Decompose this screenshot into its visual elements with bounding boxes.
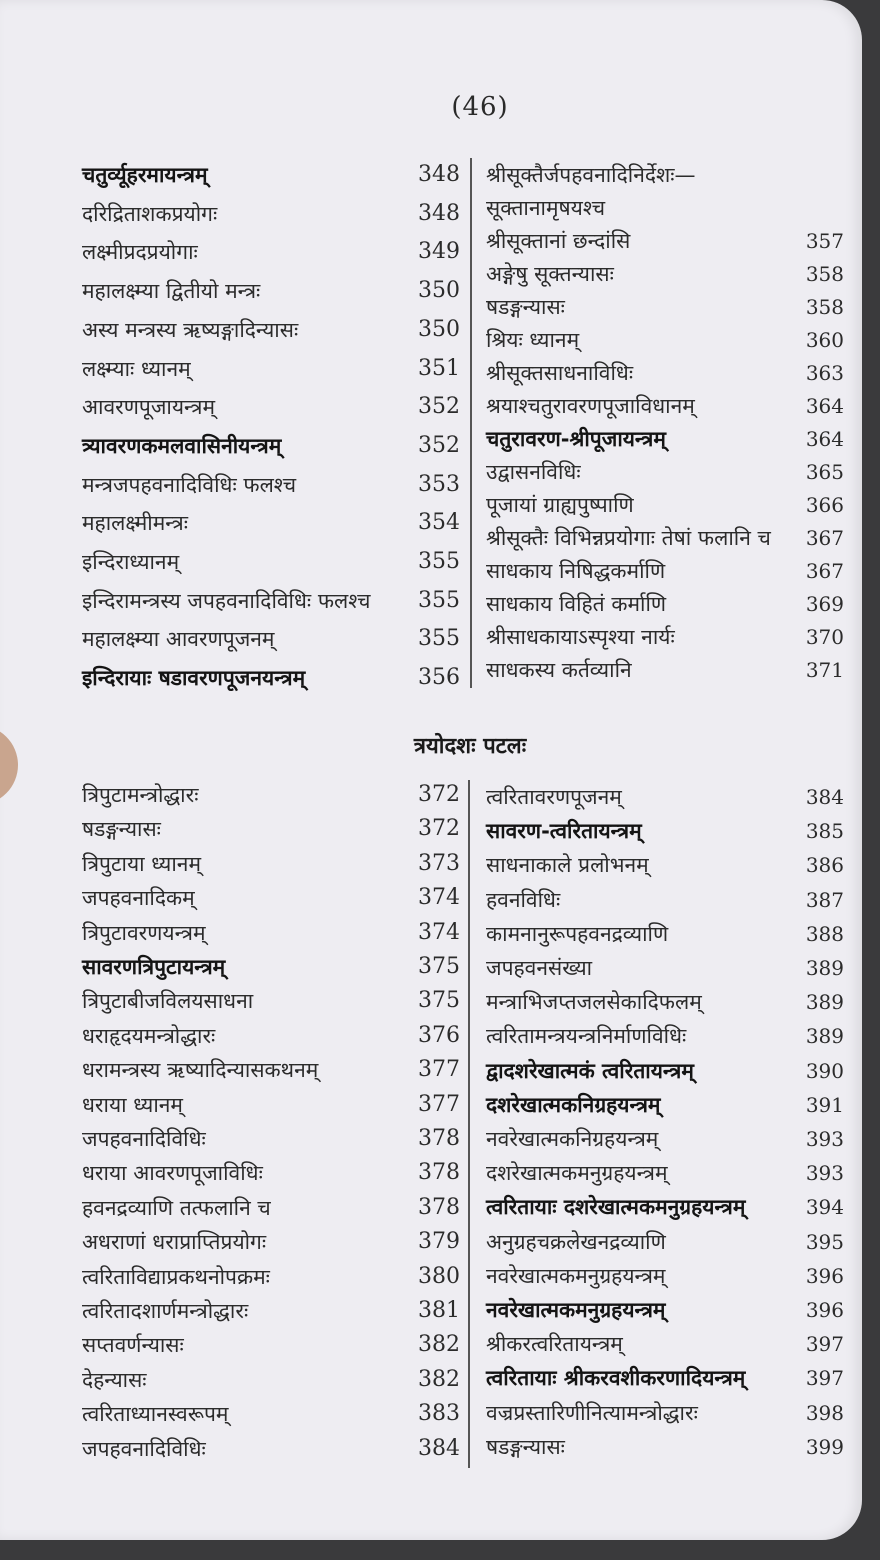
toc-entry: [82, 984, 460, 1018]
toc-entry-page: 348: [418, 162, 460, 187]
toc-entry-page: 371: [805, 658, 844, 682]
toc-entry-title: इन्दिरायाः षडावरणपूजनयन्त्रम्: [82, 666, 306, 691]
toc-entry-page: 396: [805, 1263, 844, 1288]
toc-entry-title: अङ्गेषु सूक्तन्यासः: [486, 262, 614, 286]
toc-entry-title: जपहवनसंख्या: [486, 956, 593, 980]
toc-entry-title: श्रीसूक्तसाधनाविधिः: [486, 361, 634, 385]
toc-entry: [486, 455, 844, 489]
page-number: (46): [451, 92, 509, 122]
toc-entry-page: 397: [805, 1366, 844, 1391]
toc-entry-page: 352: [418, 394, 460, 420]
toc-entry-page: 365: [805, 460, 844, 484]
toc-entry-page: 389: [805, 956, 844, 980]
section1-column-divider: [470, 158, 472, 688]
toc-entry-title: अस्य मन्त्रस्य ऋष्यङ्गादिन्यासः: [82, 317, 299, 342]
toc-entry-title: श्रीसूक्तानां छन्दांसि: [486, 229, 631, 253]
toc-entry: [82, 950, 460, 984]
toc-entry: [82, 916, 460, 950]
toc-entry: [82, 313, 460, 347]
toc-entry-page: 351: [418, 355, 460, 381]
toc-entry: [82, 1156, 460, 1190]
toc-entry-title: त्वरितावरणपूजनम्: [486, 785, 622, 809]
toc-entry-title: श्रीसूक्तैर्जपहवनादिनिर्देशः—: [486, 163, 696, 187]
toc-entry-page: 387: [805, 887, 844, 912]
toc-entry-page: 389: [805, 990, 844, 1015]
toc-entry: [82, 429, 460, 463]
toc-entry-page: 360: [805, 328, 844, 352]
toc-entry-title: श्रीकरत्वरितायन्त्रम्: [486, 1332, 623, 1357]
toc-entry-title: धराया आवरणपूजाविधिः: [82, 1161, 263, 1186]
toc-entry-title: साधकाय विहितं कर्माणि: [486, 592, 667, 616]
toc-entry: [486, 985, 844, 1019]
section2-column-divider: [468, 780, 470, 1468]
toc-entry-title: श्रयाश्चतुरावरणपूजाविधानम्: [486, 394, 695, 418]
toc-entry-title: त्वरितायाः श्रीकरवशीकरणादियन्त्रम्: [486, 1366, 746, 1391]
toc-entry-title: नवरेखात्मकमनुग्रहयन्त्रम्: [486, 1298, 666, 1322]
toc-entry-title: त्रिपुटावरणयन्त्रम्: [82, 920, 206, 945]
toc-entry-title: पूजायां ग्राह्यपुष्पाणि: [486, 493, 634, 517]
toc-entry-title: कामनानुरूपहवनद्रव्याणि: [486, 921, 669, 946]
toc-entry-title: त्वरितामन्त्रयन्त्रनिर्माणविधिः: [486, 1024, 687, 1049]
toc-entry: [486, 554, 844, 588]
toc-entry-title: मन्त्रजपहवनादिविधिः फलश्च: [82, 472, 297, 497]
toc-entry-title: षडङ्गन्यासः: [486, 295, 565, 319]
toc-entry-title: साधनाकाले प्रलोभनम्: [486, 853, 649, 878]
toc-entry-page: 381: [418, 1298, 460, 1323]
toc-entry-page: 367: [805, 559, 844, 583]
toc-entry-title: महालक्ष्म्या द्वितीयो मन्त्रः: [82, 279, 261, 304]
toc-entry-title: त्वरिताविद्याप्रकथनोपक्रमः: [82, 1264, 270, 1289]
toc-entry-title: उद्वासनविधिः: [486, 460, 581, 484]
toc-entry: [486, 356, 844, 390]
toc-entry-page: 374: [418, 919, 460, 945]
toc-entry: [82, 1397, 460, 1431]
toc-entry: [486, 1361, 844, 1395]
toc-entry-page: 353: [418, 471, 460, 497]
toc-entry-title: द्वादशरेखात्मकं त्वरितायन्त्रम्: [486, 1058, 694, 1083]
toc-entry-page: 376: [418, 1022, 460, 1048]
toc-entry: [486, 1430, 844, 1464]
toc-entry: [82, 1191, 460, 1225]
toc-entry-page: 373: [418, 850, 460, 876]
toc-entry-page: 375: [418, 988, 460, 1014]
toc-entry: [82, 1328, 460, 1362]
toc-entry: [486, 1327, 844, 1361]
toc-entry-title: दशरेखात्मकनिग्रहयन्त्रम्: [486, 1092, 661, 1117]
toc-entry-page: 354: [418, 510, 460, 536]
toc-entry: [486, 158, 844, 192]
toc-entry-title: चतुरावरण-श्रीपूजायन्त्रम्: [486, 427, 666, 451]
toc-entry-page: 379: [418, 1229, 460, 1255]
toc-entry: [486, 224, 844, 258]
toc-entry-page: 355: [418, 549, 460, 574]
toc-entry: [486, 620, 844, 654]
toc-entry-page: 383: [418, 1401, 460, 1427]
toc-entry-page: 382: [418, 1332, 460, 1358]
toc-entry-page: 378: [418, 1194, 460, 1220]
toc-entry-title: अनुग्रहचक्रलेखनद्रव्याणि: [486, 1229, 666, 1254]
toc-entry-title: श्रीसाधकायाऽस्पृश्या नार्यः: [486, 625, 675, 649]
toc-entry: [486, 1019, 844, 1053]
toc-entry-title: महालक्ष्म्या आवरणपूजनम्: [82, 627, 275, 652]
toc-entry-page: 358: [805, 262, 844, 286]
toc-entry-page: 380: [418, 1263, 460, 1289]
toc-entry-title: साधकाय निषिद्धकर्माणि: [486, 559, 666, 583]
toc-entry-page: 390: [805, 1058, 844, 1083]
toc-entry: [486, 191, 844, 225]
toc-entry-title: त्रिपुटामन्त्रोद्धारः: [82, 783, 199, 807]
toc-entry: [486, 290, 844, 324]
toc-entry: [486, 422, 844, 456]
toc-entry-title: धराहृदयमन्त्रोद्धारः: [82, 1023, 216, 1048]
toc-entry-title: श्रीसूक्तैः विभिन्नप्रयोगाः तेषां फलानि च: [486, 526, 771, 550]
toc-entry-title: जपहवनादिविधिः: [82, 1436, 206, 1461]
toc-entry-title: हवनविधिः: [486, 887, 561, 912]
toc-entry: [82, 1260, 460, 1294]
toc-entry-title: वज्रप्रस्तारिणीनित्यामन्त्रोद्धारः: [486, 1400, 698, 1425]
toc-entry: [486, 488, 844, 522]
toc-entry-page: 382: [418, 1366, 460, 1392]
toc-entry: [486, 1396, 844, 1430]
toc-entry-page: 363: [805, 361, 844, 385]
toc-entry-title: धराया ध्यानम्: [82, 1092, 183, 1117]
toc-entry-title: त्रिपुटाबीजविलयसाधना: [82, 989, 254, 1014]
toc-entry: [82, 390, 460, 424]
toc-entry: [82, 661, 460, 695]
toc-entry-page: 349: [418, 239, 460, 265]
toc-entry-page: 350: [418, 278, 460, 304]
toc-entry: [82, 274, 460, 308]
toc-entry-title: चतुर्व्यूहरमायन्त्रम्: [82, 163, 208, 187]
toc-entry-title: हवनद्रव्याणि तत्फलानि च: [82, 1195, 271, 1220]
toc-entry-page: 375: [418, 954, 460, 979]
toc-entry: [486, 814, 844, 848]
toc-entry: [486, 1225, 844, 1259]
toc-entry: [82, 352, 460, 386]
toc-entry: [82, 847, 460, 881]
toc-entry: [82, 812, 460, 846]
toc-entry: [486, 323, 844, 357]
toc-entry: [82, 158, 460, 192]
toc-entry-page: 369: [805, 592, 844, 616]
toc-entry-page: 377: [418, 1057, 460, 1083]
toc-entry-title: त्रिपुटाया ध्यानम्: [82, 851, 202, 876]
toc-entry: [82, 881, 460, 915]
toc-entry-page: 377: [418, 1091, 460, 1117]
toc-entry-page: 398: [805, 1400, 844, 1425]
toc-entry-title: दरिद्रिताशकप्रयोगः: [82, 201, 218, 226]
toc-entry: [486, 848, 844, 882]
toc-entry-title: सावरण-त्वरितायन्त्रम्: [486, 819, 642, 844]
toc-entry-page: 356: [418, 665, 460, 691]
toc-entry-page: 395: [805, 1229, 844, 1254]
toc-entry-page: 352: [418, 432, 460, 458]
toc-entry-page: 397: [805, 1332, 844, 1357]
toc-entry-title: देहन्यासः: [82, 1367, 147, 1392]
toc-entry-page: 374: [418, 885, 460, 911]
toc-entry-title: महालक्ष्मीमन्त्रः: [82, 511, 188, 536]
toc-entry-page: 399: [805, 1434, 844, 1459]
toc-entry-title: साधकस्य कर्तव्यानि: [486, 658, 632, 682]
toc-entry: [486, 1054, 844, 1088]
toc-entry-page: 388: [805, 921, 844, 946]
toc-entry: [486, 951, 844, 985]
toc-entry-page: 350: [418, 316, 460, 342]
toc-entry-title: नवरेखात्मकमनुग्रहयन्त्रम्: [486, 1263, 666, 1288]
toc-entry: [486, 883, 844, 917]
toc-entry-page: 370: [805, 625, 844, 649]
toc-entry-page: 367: [805, 526, 844, 550]
toc-entry-title: त्वरितायाः दशरेखात्मकमनुग्रहयन्त्रम्: [486, 1195, 746, 1220]
chapter-heading: त्रयोदशः पटलः: [413, 734, 527, 759]
toc-entry: [82, 1294, 460, 1328]
toc-entry-title: सप्तवर्णन्यासः: [82, 1333, 184, 1358]
toc-entry-title: षडङ्गन्यासः: [82, 817, 161, 842]
toc-entry-title: जपहवनादिविधिः: [82, 1127, 206, 1151]
toc-entry: [82, 468, 460, 502]
toc-entry-title: आवरणपूजायन्त्रम्: [82, 395, 216, 420]
toc-entry: [82, 1019, 460, 1053]
toc-entry: [82, 1053, 460, 1087]
toc-entry-page: 393: [805, 1127, 844, 1151]
toc-entry: [486, 1259, 844, 1293]
toc-entry-page: 385: [805, 819, 844, 844]
toc-entry: [486, 587, 844, 621]
toc-entry-page: 384: [418, 1435, 460, 1461]
toc-entry: [486, 257, 844, 291]
toc-entry-page: 386: [805, 853, 844, 878]
toc-entry: [486, 1156, 844, 1190]
toc-entry: [82, 235, 460, 269]
toc-entry-page: 384: [805, 785, 844, 809]
toc-entry-page: 372: [418, 782, 460, 807]
toc-entry-page: 366: [805, 493, 844, 517]
toc-entry-title: सूक्तानामृषयश्च: [486, 196, 606, 220]
toc-entry: [486, 1293, 844, 1327]
toc-entry-title: दशरेखात्मकमनुग्रहयन्त्रम्: [486, 1161, 668, 1186]
toc-entry-title: जपहवनादिकम्: [82, 886, 195, 911]
toc-entry-page: 391: [805, 1092, 844, 1117]
toc-entry: [82, 1088, 460, 1122]
toc-entry-title: धरामन्त्रस्य ऋष्यादिन्यासकथनम्: [82, 1058, 319, 1083]
toc-entry-title: श्रियः ध्यानम्: [486, 328, 580, 352]
toc-entry: [486, 521, 844, 555]
toc-entry-page: 364: [805, 394, 844, 418]
toc-entry-page: 357: [805, 229, 844, 253]
toc-entry-page: 378: [418, 1160, 460, 1186]
toc-entry: [82, 545, 460, 579]
toc-entry-title: नवरेखात्मकनिग्रहयन्त्रम्: [486, 1127, 659, 1151]
toc-entry-title: त्र्यावरणकमलवासिनीयन्त्रम्: [82, 433, 282, 458]
toc-entry-page: 378: [418, 1126, 460, 1151]
toc-entry-title: त्वरिताध्यानस्वरूपम्: [82, 1402, 229, 1427]
toc-entry-title: लक्ष्म्याः ध्यानम्: [82, 356, 191, 381]
toc-entry-page: 372: [418, 816, 460, 842]
toc-entry-title: इन्दिरामन्त्रस्य जपहवनादिविधिः फलश्च: [82, 588, 371, 613]
toc-entry-page: 393: [805, 1161, 844, 1186]
toc-entry: [486, 1088, 844, 1122]
toc-entry: [82, 584, 460, 618]
toc-entry: [486, 389, 844, 423]
toc-entry-page: 364: [805, 427, 844, 451]
toc-entry: [82, 1122, 460, 1156]
toc-entry-title: इन्दिराध्यानम्: [82, 550, 180, 574]
toc-entry: [82, 1432, 460, 1466]
toc-entry-title: त्वरितादशार्णमन्त्रोद्धारः: [82, 1299, 249, 1323]
toc-entry: [486, 1122, 844, 1156]
toc-entry: [82, 778, 460, 812]
toc-entry: [82, 1225, 460, 1259]
toc-entry-page: 389: [805, 1024, 844, 1049]
toc-entry: [486, 780, 844, 814]
toc-entry-title: मन्त्राभिजप्तजलसेकादिफलम्: [486, 990, 702, 1015]
toc-entry-page: 355: [418, 626, 460, 652]
toc-entry: [82, 506, 460, 540]
toc-entry: [486, 1190, 844, 1224]
toc-entry-page: 355: [418, 587, 460, 613]
toc-entry: [486, 917, 844, 951]
toc-entry-page: 396: [805, 1298, 844, 1322]
toc-entry-page: 358: [805, 295, 844, 319]
toc-entry-page: 348: [418, 200, 460, 226]
toc-entry: [82, 1363, 460, 1397]
toc-entry: [486, 653, 844, 687]
toc-entry-page: 394: [805, 1195, 844, 1220]
toc-entry-title: सावरणत्रिपुटायन्त्रम्: [82, 955, 226, 979]
toc-entry: [82, 197, 460, 231]
toc-entry: [82, 622, 460, 656]
toc-entry-title: षडङ्गन्यासः: [486, 1434, 565, 1459]
toc-entry-title: अधराणां धराप्राप्तिप्रयोगः: [82, 1230, 267, 1255]
toc-entry-title: लक्ष्मीप्रदप्रयोगाः: [82, 240, 198, 265]
